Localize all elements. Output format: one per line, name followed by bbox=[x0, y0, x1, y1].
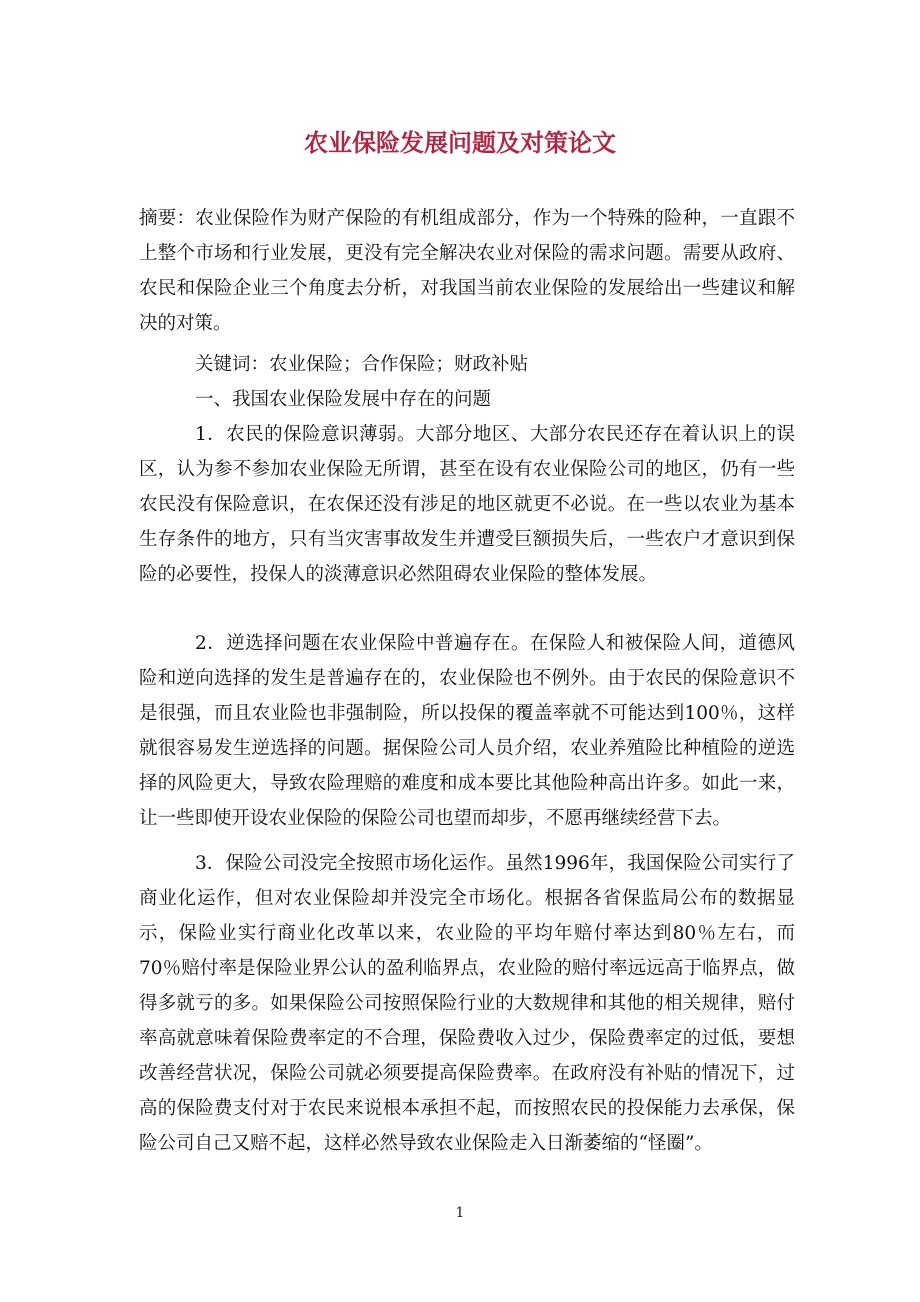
paragraph-3: 3．保险公司没完全按照市场化运作。虽然1996年，我国保险公司实行了商业化运作，但对农业保险却并没完全市场化。根据各省保监局公布的数据显示，保险业实行商业化改革以来，农业险的平均年赔付率达到80％左右，而70％赔付率是保险业界公认的盈利临界点，农业险的赔付率远远高于临界点，做得多就亏的多。如果保险公司按照保险行业的大数规律和其他的相关规律，赔付率高就意味着保险费率定的不合理，保险费收入过少，保险费率定的过低，要想改善经营状况，保险公司就必须要提高保险费率。在政府没有补贴的情况下，过高的保险费支付对于农民来说根本承担不起，而按照农民的投保能力去承保，保险公司自己又赔不起，这样必然导致农业保险走入日渐萎缩的“怪圈”。 bbox=[139, 853, 795, 1154]
keywords-line: 关键词：农业保险；合作保险；财政补贴 bbox=[195, 354, 529, 375]
paragraph-1: 1．农民的保险意识薄弱。大部分地区、大部分农民还存在着认识上的误区，认为参不参加农业保险无所谓，甚至在设有农业保险公司的地区，仍有一些农民没有保险意识，在农保还没有涉足的地区就更不必说。在一些以农业为基本生存条件的地方，只有当灾害事故发生并遭受巨额损失后，一些农户才意识到保险的必要性，投保人的淡薄意识必然阻碍农业保险的整体发展。 bbox=[139, 424, 795, 585]
abstract-paragraph: 摘要：农业保险作为财产保险的有机组成部分，作为一个特殊的险种，一直跟不上整个市场和行业发展，更没有完全解决农业对保险的需求问题。需要从政府、农民和保险企业三个角度去分析，对我国当前农业保险的发展给出一些建议和解决的对策。 bbox=[139, 208, 795, 334]
paragraph-2: 2．逆选择问题在农业保险中普遍存在。在保险人和被保险人间，道德风险和逆向选择的发生是普遍存在的，农业保险也不例外。由于农民的保险意识不是很强，而且农业险也非强制险，所以投保的覆盖率就不可能达到100％，这样就很容易发生逆选择的问题。据保险公司人员介绍，农业养殖险比种植险的逆选择的风险更大，导致农险理赔的难度和成本要比其他险种高出许多。如此一来，让一些即使开设农业保险的保险公司也望而却步，不愿再继续经营下去。 bbox=[139, 633, 795, 829]
document-title: 农业保险发展问题及对策论文 bbox=[304, 128, 616, 157]
section-heading: 一、我国农业保险发展中存在的问题 bbox=[195, 389, 492, 410]
page-number: 1 bbox=[455, 1205, 465, 1221]
